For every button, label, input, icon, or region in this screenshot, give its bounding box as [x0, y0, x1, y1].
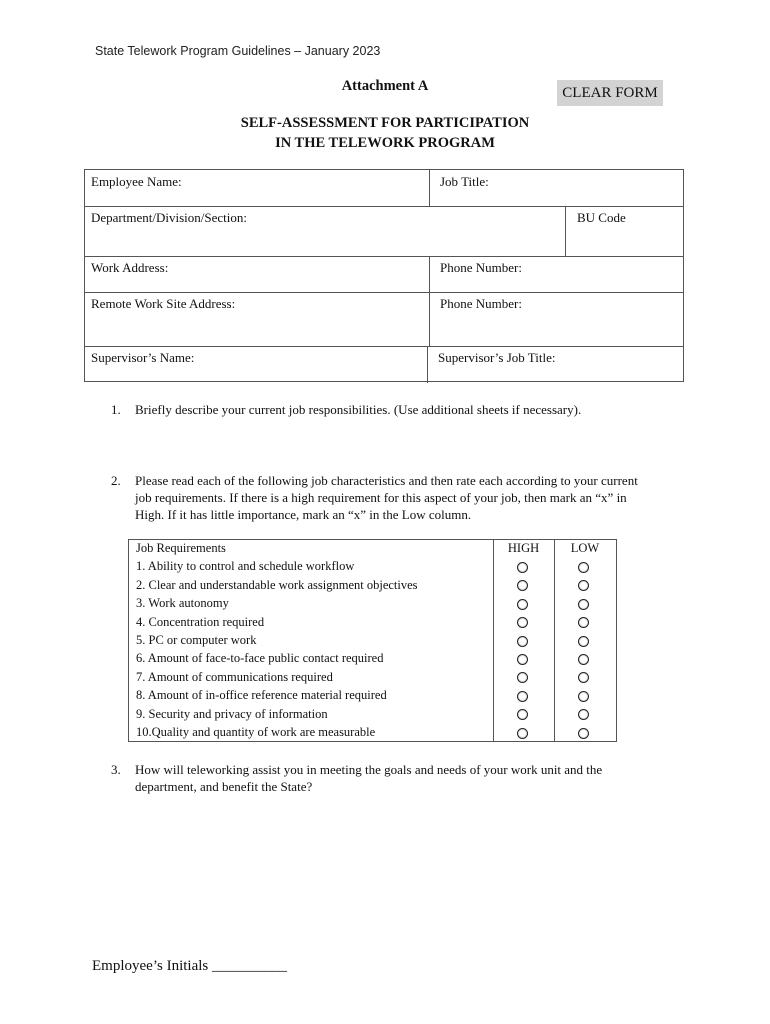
requirement-label: 9. Security and privacy of information: [136, 706, 328, 721]
phone-number-label-2: Phone Number:: [440, 296, 522, 311]
employee-initials[interactable]: Employee’s Initials __________: [92, 958, 287, 974]
requirement-label: 1. Ability to control and schedule workflow: [136, 559, 355, 574]
question-1: [111, 401, 711, 421]
high-column-header: HIGH: [507, 541, 540, 555]
requirement-label: 8. Amount of in-office reference material required: [136, 688, 387, 703]
work-address-label: Work Address:: [91, 260, 169, 275]
job-requirements-header: Job Requirements: [136, 541, 226, 555]
guidelines-header: State Telework Program Guidelines – January 2023: [95, 44, 381, 58]
attachment-label: Attachment A: [341, 78, 429, 94]
question-1-text: Briefly describe your current job responsibilities. (Use additional sheets if necessary).: [135, 402, 582, 417]
low-radio[interactable]: [578, 691, 589, 702]
question-3-line-2: department, and benefit the State?: [135, 779, 313, 794]
high-radio[interactable]: [517, 580, 528, 591]
remote-address-cell[interactable]: [85, 292, 429, 346]
low-radio[interactable]: [578, 709, 589, 720]
question-2-line-1: Please read each of the following job characteristics and then rate each according to your current: [135, 473, 638, 488]
low-radio[interactable]: [578, 580, 589, 591]
requirement-label: 3. Work autonomy: [136, 596, 229, 611]
requirement-label: 10.Quality and quantity of work are measurable: [136, 725, 376, 739]
high-radio[interactable]: [517, 672, 528, 683]
clear-form-button[interactable]: CLEAR FORM: [557, 80, 663, 106]
phone-number-cell-1[interactable]: [434, 256, 684, 292]
work-address-cell[interactable]: [85, 256, 429, 292]
low-radio[interactable]: [578, 672, 589, 683]
high-radio[interactable]: [517, 636, 528, 647]
table-row: [129, 577, 616, 595]
phone-number-cell-2[interactable]: [434, 292, 684, 346]
high-radio[interactable]: [517, 654, 528, 665]
question-3: [111, 761, 711, 797]
high-radio[interactable]: [517, 709, 528, 720]
bu-code-label: BU Code: [577, 210, 626, 225]
table-row: [129, 687, 616, 705]
supervisor-title-label: Supervisor’s Job Title:: [438, 350, 556, 365]
high-radio[interactable]: [517, 691, 528, 702]
table-row: [129, 614, 616, 632]
high-radio[interactable]: [517, 617, 528, 628]
question-2-line-3: High. If it has little importance, mark an “x” in the Low column.: [135, 507, 472, 522]
job-title-cell[interactable]: [434, 170, 684, 206]
low-radio[interactable]: [578, 562, 589, 573]
table-header-row: [129, 540, 616, 558]
requirement-label: 5. PC or computer work: [136, 633, 257, 647]
table-row: [129, 632, 616, 650]
phone-number-label-1: Phone Number:: [440, 260, 522, 275]
low-radio[interactable]: [578, 728, 589, 739]
form-title-line2: IN THE TELEWORK PROGRAM: [275, 135, 495, 151]
high-radio[interactable]: [517, 562, 528, 573]
department-label: Department/Division/Section:: [91, 210, 247, 225]
requirement-label: 4. Concentration required: [136, 614, 265, 629]
supervisor-name-label: Supervisor’s Name:: [91, 350, 195, 365]
supervisor-name-cell[interactable]: [85, 346, 427, 383]
low-radio[interactable]: [578, 654, 589, 665]
table-row: [129, 558, 616, 576]
requirement-label: 6. Amount of face-to-face public contact required: [136, 651, 384, 666]
low-radio[interactable]: [578, 617, 589, 628]
table-row: [129, 669, 616, 687]
form-title-line1: SELF-ASSESSMENT FOR PARTICIPATION: [240, 115, 530, 131]
question-2-number: 2.: [111, 473, 121, 488]
low-radio[interactable]: [578, 636, 589, 647]
question-2-line-2: job requirements. If there is a high requirement for this aspect of your job, then mark an “x” in: [135, 490, 627, 505]
low-column-header: LOW: [570, 541, 600, 555]
requirement-label: 7. Amount of communications required: [136, 669, 333, 684]
high-radio[interactable]: [517, 728, 528, 739]
remote-address-label: Remote Work Site Address:: [91, 296, 236, 311]
table-row: [129, 650, 616, 668]
question-1-number: 1.: [111, 402, 121, 417]
employee-name-label: Employee Name:: [91, 174, 182, 189]
table-row: [129, 595, 616, 613]
requirement-label: 2. Clear and understandable work assignment objectives: [136, 577, 418, 592]
high-radio[interactable]: [517, 599, 528, 610]
bu-code-cell[interactable]: [571, 206, 684, 256]
question-3-number: 3.: [111, 762, 121, 777]
employee-info-table: [84, 169, 684, 382]
low-radio[interactable]: [578, 599, 589, 610]
question-2: [111, 472, 711, 526]
supervisor-title-cell[interactable]: [432, 346, 684, 383]
table-row: [129, 724, 616, 742]
job-title-label: Job Title:: [440, 174, 489, 189]
job-requirements-table: [128, 539, 617, 742]
department-cell[interactable]: [85, 206, 565, 256]
question-3-line-1: How will teleworking assist you in meeting the goals and needs of your work unit and the: [135, 762, 603, 777]
employee-name-cell[interactable]: [85, 170, 429, 206]
table-row: [129, 706, 616, 724]
